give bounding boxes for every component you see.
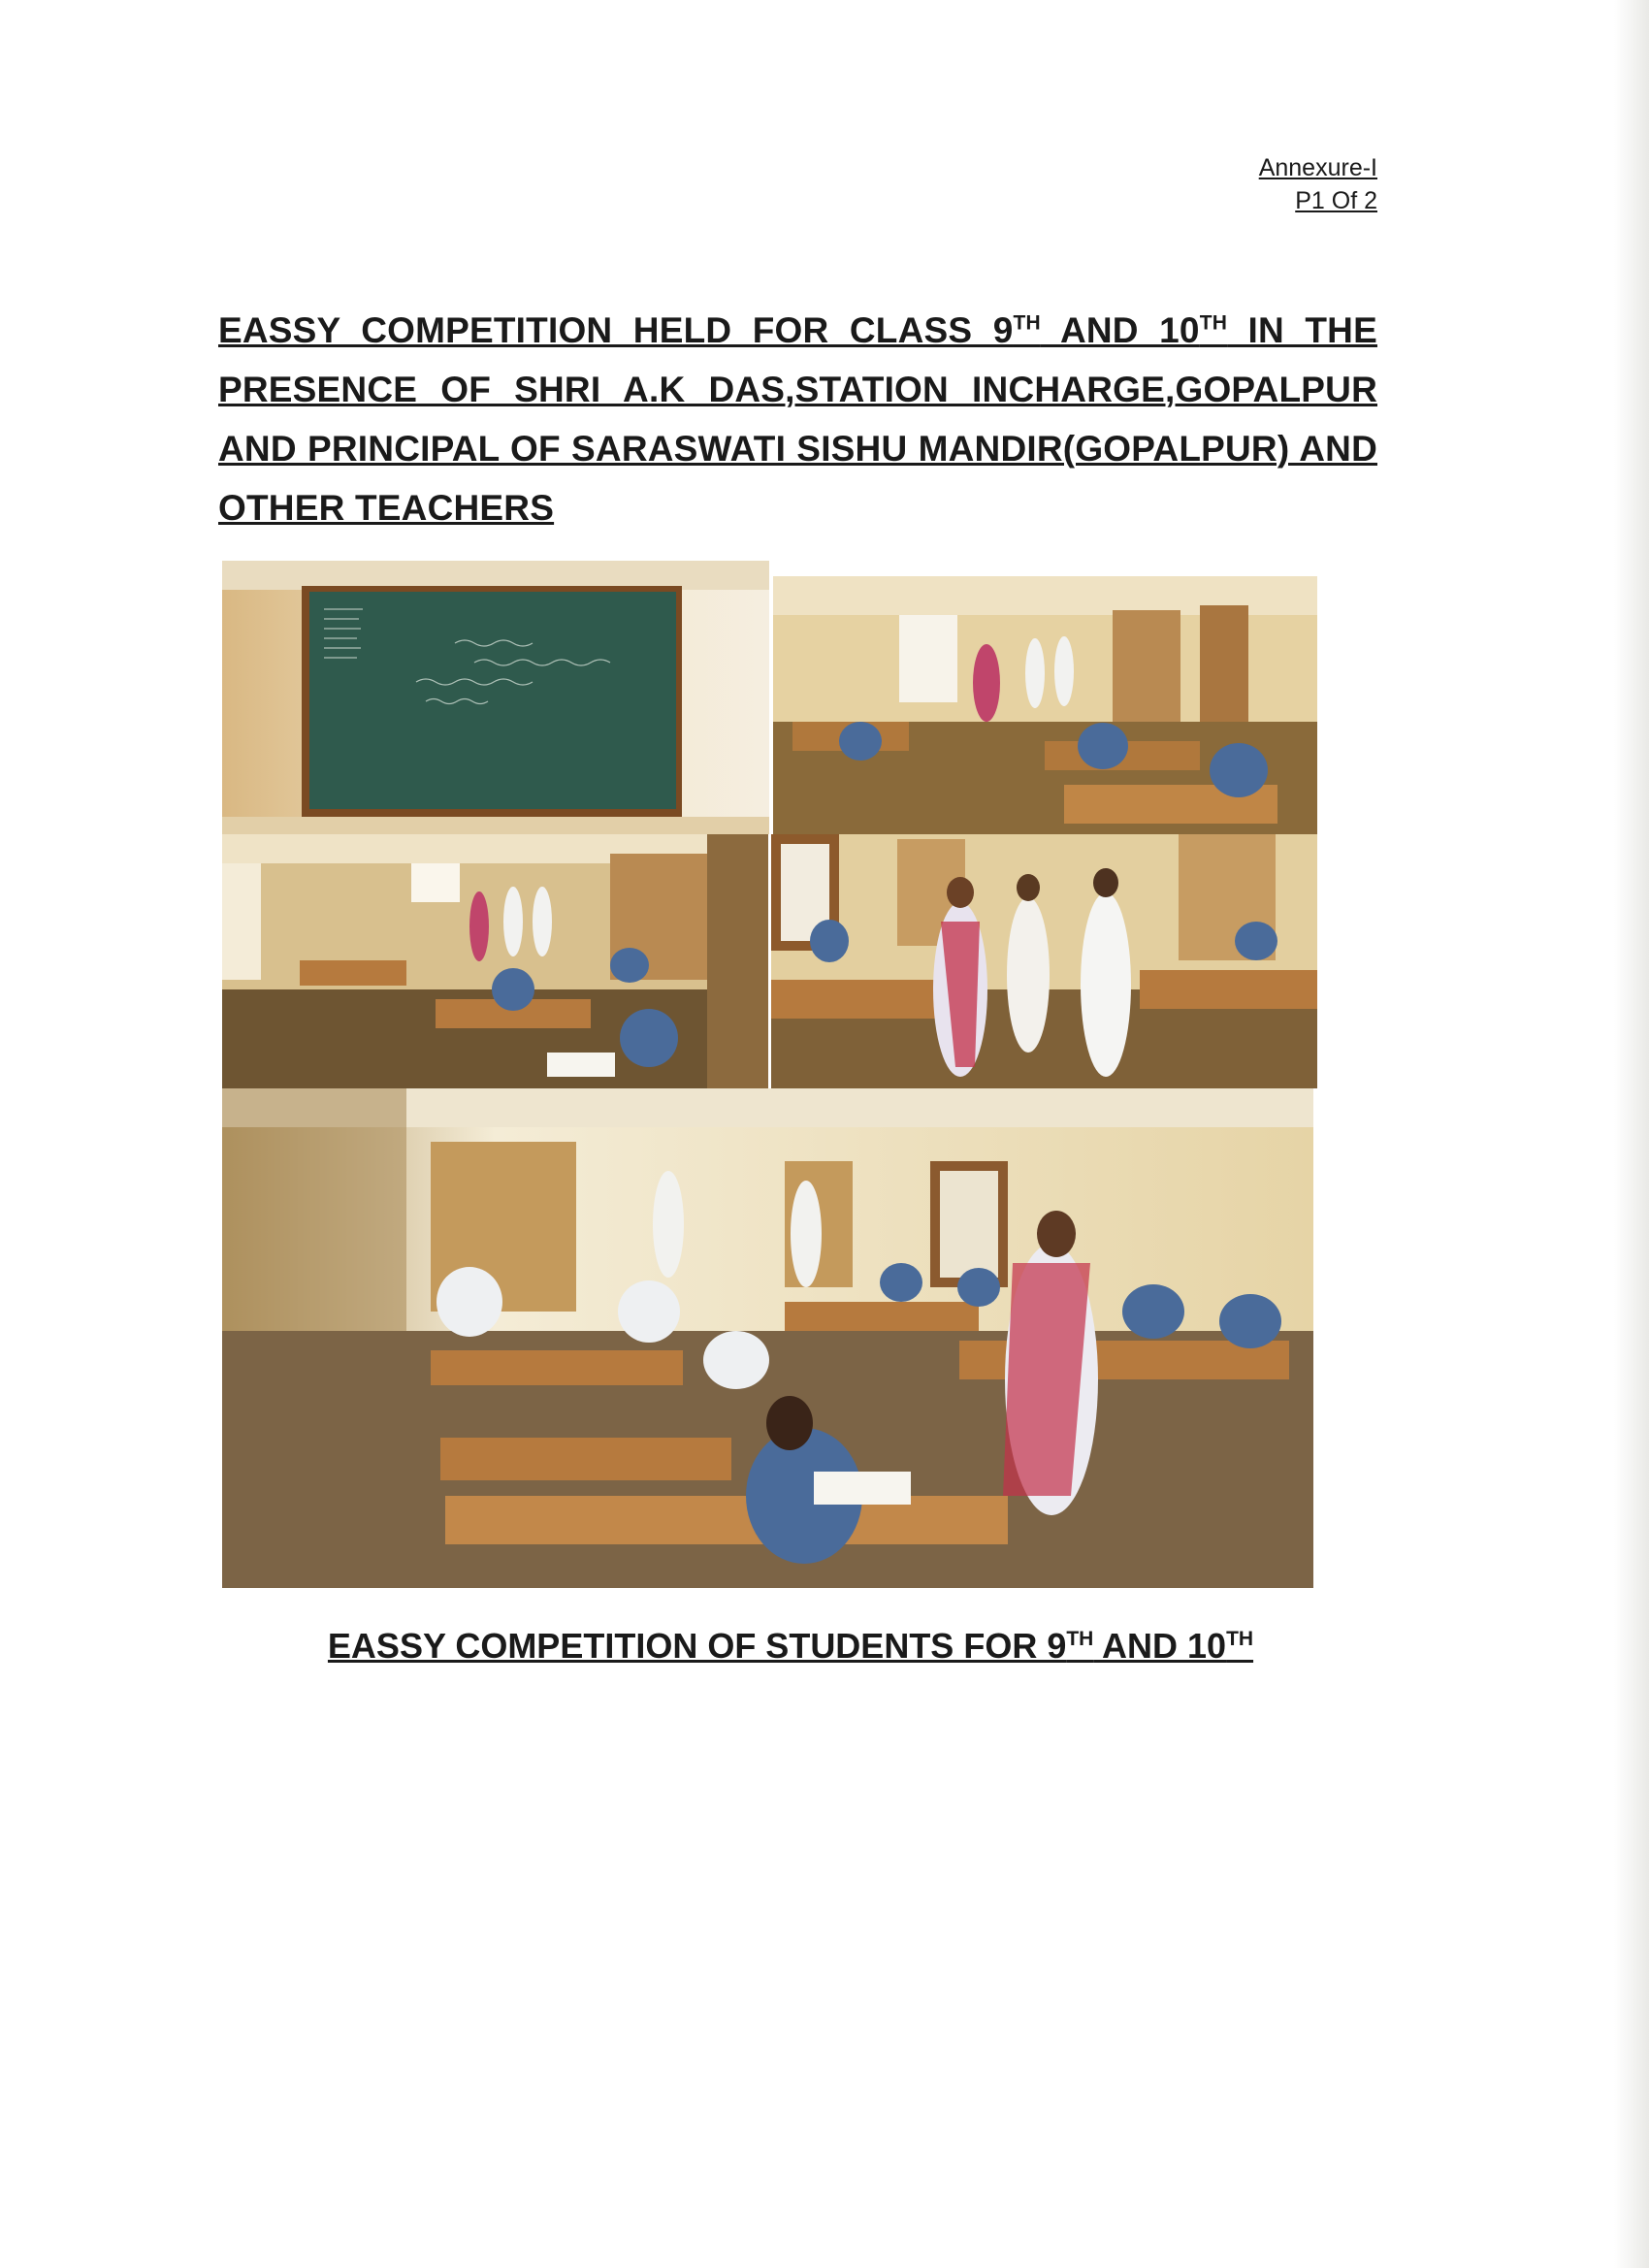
caption-sup-1: TH <box>1066 1628 1094 1650</box>
heading-sup-1: TH <box>1013 311 1041 335</box>
blackboard-photo <box>222 561 769 834</box>
page-number: P1 Of 2 <box>1295 187 1377 214</box>
photo-caption <box>0 1626 1581 1667</box>
classroom-photo-5 <box>222 1088 1313 1588</box>
heading-text-1: EASSY COMPETITION HELD FOR CLASS 9 <box>218 310 1014 350</box>
heading-text-2: AND 10 <box>1040 310 1200 350</box>
heading-text-3: IN THE PRESENCE OF SHRI A.K DAS,STATION INCHARGE,GOPALPUR AND PRINCIPAL OF SARASWATI SISHU MANDIR(GOPALPUR) AND OTHER TEACHERS <box>218 310 1377 528</box>
classroom-photo-3 <box>222 834 768 1088</box>
page-heading <box>218 301 1377 537</box>
caption-sup-2: TH <box>1226 1628 1254 1650</box>
annexure-title: Annexure-I <box>1258 154 1377 181</box>
classroom-photo-2 <box>773 576 1317 834</box>
annexure-label <box>1259 151 1377 217</box>
scan-edge <box>1614 0 1649 2268</box>
caption-text-2: AND 10 <box>1093 1626 1227 1666</box>
caption-text-1: EASSY COMPETITION OF STUDENTS FOR 9 <box>327 1626 1067 1666</box>
heading-sup-2: TH <box>1199 311 1228 335</box>
classroom-photo-4 <box>771 834 1317 1088</box>
